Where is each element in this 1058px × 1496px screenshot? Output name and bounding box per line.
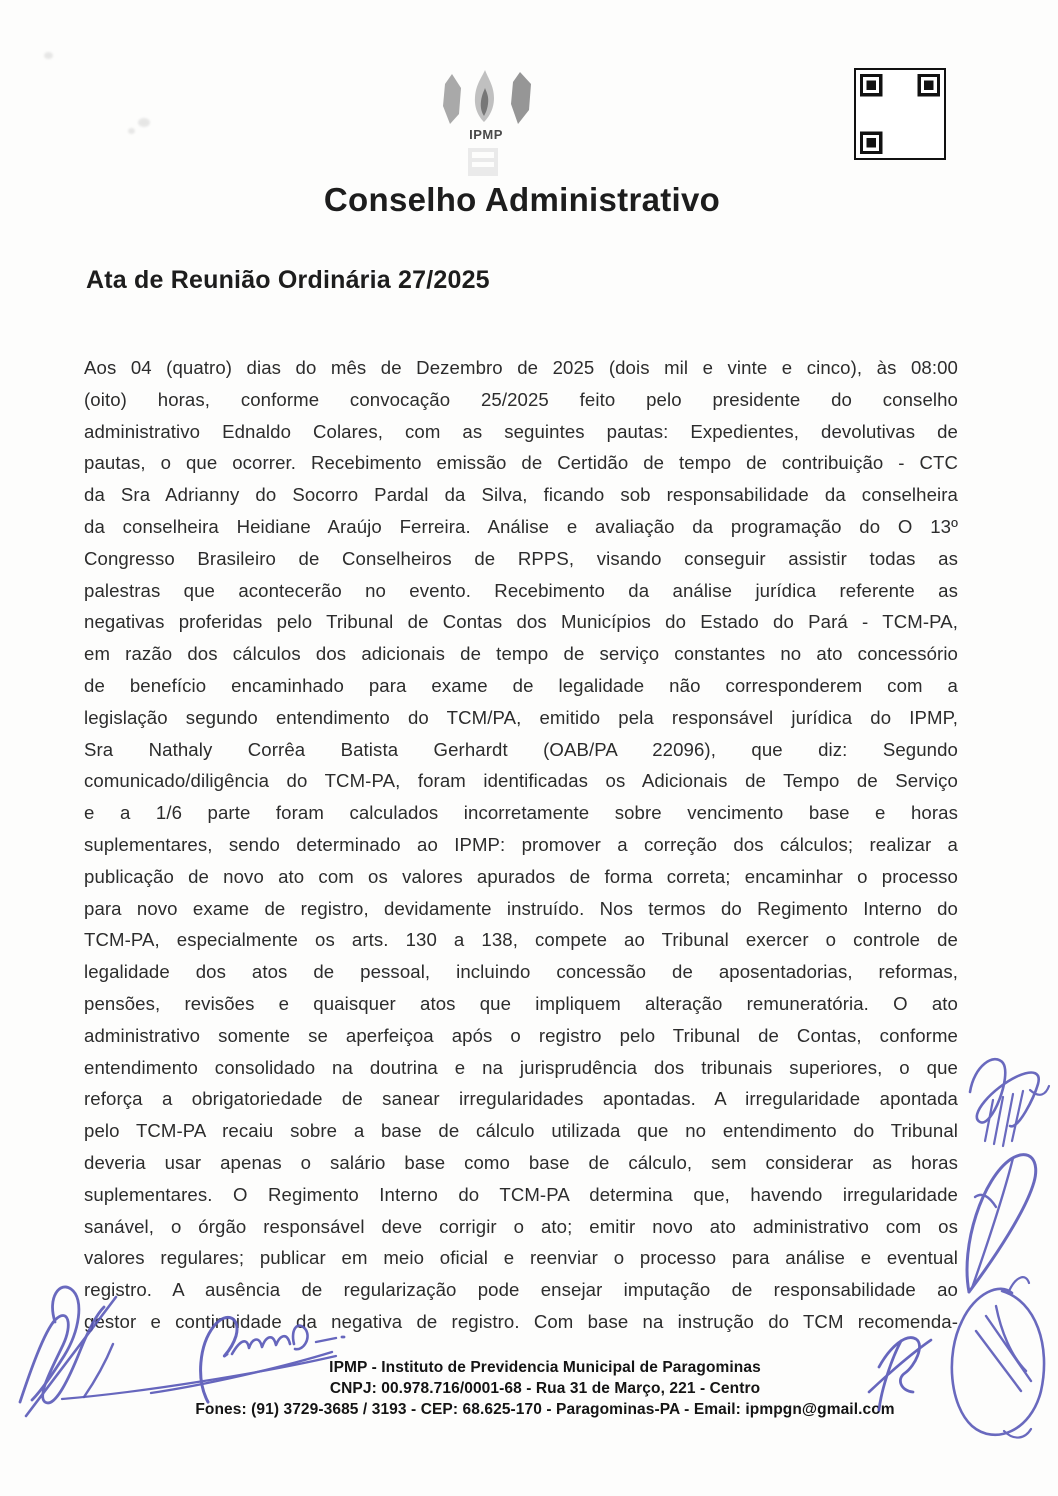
signature-right-2 xyxy=(967,1155,1036,1292)
body-line: para novo exame de registro, devidamente instruído. Nos termos do Regimento Interno do xyxy=(84,897,958,919)
body-line: legalidade dos atos de pessoal, incluindo concessão de aposentadorias, reformas, xyxy=(84,961,958,983)
body-line: publicação de novo ato com os valores apurados de forma correta; encaminhar o processo xyxy=(84,865,958,887)
body-line: TCM-PA, especialmente os arts. 130 a 138, compete ao Tribunal exercer o controle de xyxy=(84,929,958,951)
body-line: em razão dos cálculos dos adicionais de tempo de serviço constantes no ato concessório xyxy=(84,643,958,665)
scan-speckle xyxy=(128,128,135,134)
body-line: comunicado/diligência do TCM-PA, foram identificadas os Adicionais de Tempo de Serviço xyxy=(84,770,958,792)
body-line: entendimento consolidado na doutrina e na jurisprudência dos tribunais superiores, o que xyxy=(84,1056,958,1078)
ipmp-logo xyxy=(428,66,548,181)
body-line: pelo TCM-PA recaiu sobre a base de cálculo utilizada que no entendimento do Tribunal xyxy=(84,1120,958,1142)
body-line: Sra Nathaly Corrêa Batista Gerhardt (OAB/PA 22096), que diz: Segundo xyxy=(84,738,958,760)
body-line: administrativo Ednaldo Colares, com as seguintes pautas: Expedientes, devolutivas de xyxy=(84,420,958,442)
svg-text:IPMP: IPMP xyxy=(469,127,503,142)
body-line: Congresso Brasileiro de Conselheiros de RPPS, visando conseguir assistir todas as xyxy=(84,547,958,569)
body-line: de benefício encaminhado para exame de legalidade não corresponderem com a xyxy=(84,674,958,696)
page-title: Conselho Administrativo xyxy=(323,181,721,218)
body-line: (oito) horas, conforme convocação 25/2025 feito pelo presidente do conselho xyxy=(84,388,958,410)
body-line: Aos 04 (quatro) dias do mês de Dezembro de 2025 (dois mil e vinte e cinco), às 08:00 xyxy=(84,357,958,378)
body-line: suplementares. O Regimento Interno do TCM-PA determina que, havendo irregularidade xyxy=(84,1183,958,1205)
body-line: legislação segundo entendimento do TCM/PA, emitido pela responsável jurídica do IPMP, xyxy=(84,706,958,728)
body-line: negativas proferidas pelo Tribunal de Contas dos Municípios do Estado do Pará - TCM-PA, xyxy=(84,611,958,633)
body-line: deveria usar apenas o salário base como base de cálculo, sem considerar as horas xyxy=(84,1151,958,1173)
body-line: pautas, o que ocorrer. Recebimento emissão de Certidão de tempo de contribuição - CTC xyxy=(84,452,958,474)
body-paragraph xyxy=(84,352,958,1338)
body-line: registro. A ausência de regularização pode ensejar imputação de responsabilidade ao xyxy=(84,1279,958,1301)
body-line: da conselheira Heidiane Araújo Ferreira. Análise e avaliação da programação do O 13º xyxy=(84,515,958,537)
body-line: pensões, revisões e quaisquer atos que impliquem alteração remuneratória. O ato xyxy=(84,992,958,1014)
body-line: e a 1/6 parte foram calculados incorretamente sobre vencimento base e horas xyxy=(84,802,958,824)
body-line: palestras que acontecerão no evento. Recebimento da análise jurídica referente as xyxy=(84,579,958,601)
qr-code-icon xyxy=(854,68,946,160)
body-line: reforça a obrigatoriedade de sanear irregularidades apontadas. A irregularidade apontada xyxy=(84,1088,958,1110)
footer-line-institution: IPMP - Instituto de Previdencia Municipal de Paragominas xyxy=(329,1359,761,1376)
body-line: sanável, o órgão responsável deve corrigir o ato; emitir novo ato administrativo com os xyxy=(84,1215,958,1237)
body-line: suplementares, sendo determinado ao IPMP: promover a correção dos cálculos; realizar a xyxy=(84,833,958,855)
document-subtitle: Ata de Reunião Ordinária 27/2025 xyxy=(86,266,490,294)
body-line: administrativo somente se aperfeiçoa após o registro pelo Tribunal de Contas, conforme xyxy=(84,1024,958,1046)
scan-speckle xyxy=(44,52,53,59)
body-line: valores regulares; publicar em meio oficial e reenviar o processo para análise e eventual xyxy=(84,1247,958,1269)
footer xyxy=(16,1357,1058,1420)
body-line: da Sra Adrianny do Socorro Pardal da Silva, ficando sob responsabilidade da conselheira xyxy=(84,484,958,506)
scan-speckle xyxy=(138,118,150,127)
signature-right-1 xyxy=(970,1059,1049,1146)
footer-line-contacts: Fones: (91) 3729-3685 / 3193 - CEP: 68.625-170 - Paragominas-PA - Email: ipmpgn@gmail.com xyxy=(195,1401,895,1418)
footer-line-cnpj-address: CNPJ: 00.978.716/0001-68 - Rua 31 de Março, 221 - Centro xyxy=(329,1380,761,1397)
body-line: gestor e continuidade da negativa de registro. Com base na instrução do TCM recomenda- xyxy=(84,1310,958,1332)
